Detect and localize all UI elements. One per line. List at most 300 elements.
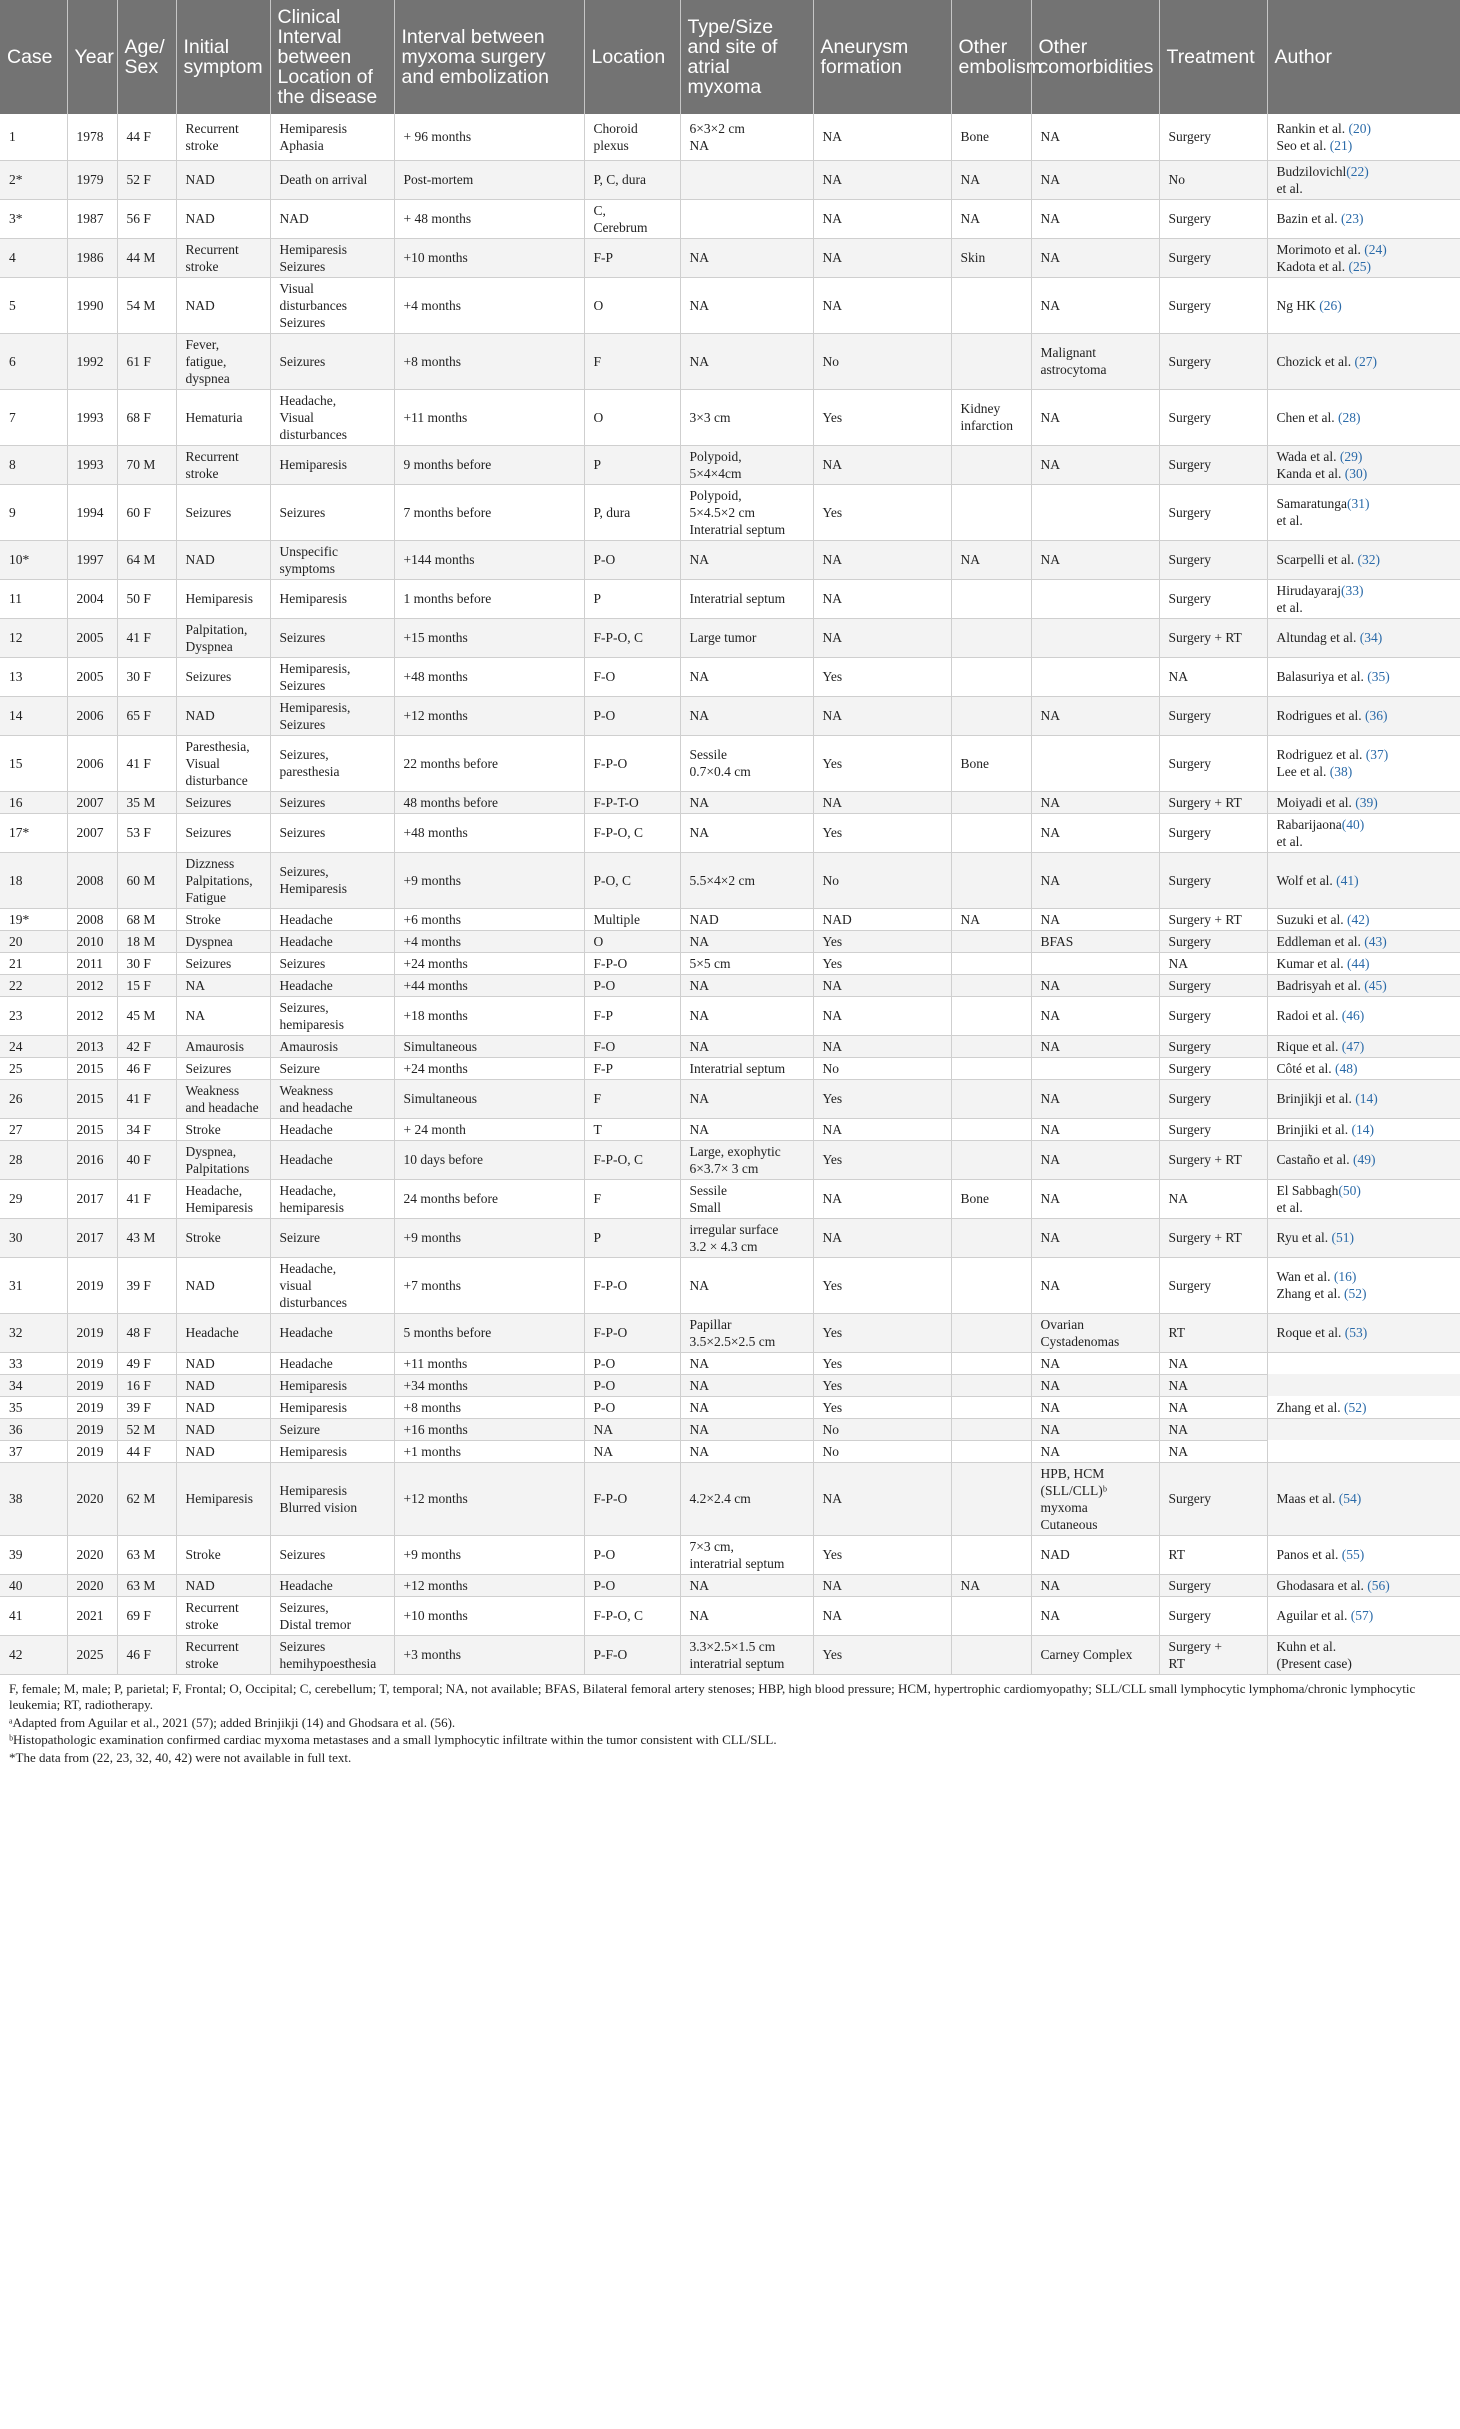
cell-clinical-interval: Seizures, Distal tremor bbox=[270, 1596, 394, 1635]
cell-aneurysm: NA bbox=[813, 1596, 951, 1635]
cell-initial-symptom: NAD bbox=[176, 1574, 270, 1596]
cell-other-embolism: NA bbox=[951, 160, 1031, 199]
cell-age-sex: 30 F bbox=[117, 952, 176, 974]
cell-treatment: Surgery + RT bbox=[1159, 1635, 1267, 1674]
reference-link[interactable]: (37) bbox=[1365, 747, 1389, 762]
cell-type-size: NA bbox=[680, 974, 813, 996]
cell-interval: +11 months bbox=[394, 1352, 584, 1374]
cell-author: Chozick et al. (27) bbox=[1267, 333, 1460, 389]
table-row bbox=[0, 333, 1460, 389]
cell-other-embolism bbox=[951, 657, 1031, 696]
cell-comorbidities: Malignant astrocytoma bbox=[1031, 333, 1159, 389]
cell-aneurysm: NA bbox=[813, 1179, 951, 1218]
cell-author: Rankin et al. (20) Seo et al. (21) bbox=[1267, 114, 1460, 160]
cell-other-embolism bbox=[951, 1440, 1031, 1462]
cell-initial-symptom: NA bbox=[176, 996, 270, 1035]
reference-link[interactable]: (16) bbox=[1333, 1269, 1357, 1284]
cell-year: 1993 bbox=[67, 445, 117, 484]
reference-link[interactable]: (51) bbox=[1331, 1230, 1354, 1245]
cell-aneurysm: Yes bbox=[813, 1140, 951, 1179]
cell-other-embolism bbox=[951, 1535, 1031, 1574]
cell-interval: +7 months bbox=[394, 1257, 584, 1313]
cell-aneurysm: Yes bbox=[813, 1313, 951, 1352]
cell-author: Hirudayaraj(33) et al. bbox=[1267, 579, 1460, 618]
cell-age-sex: 52 M bbox=[117, 1418, 176, 1440]
cell-initial-symptom: Stroke bbox=[176, 908, 270, 930]
cell-comorbidities bbox=[1031, 618, 1159, 657]
reference-link[interactable]: (42) bbox=[1347, 911, 1370, 927]
cell-year: 2019 bbox=[67, 1374, 117, 1396]
cell-age-sex: 46 F bbox=[117, 1057, 176, 1079]
cell-author: Morimoto et al. (24) Kadota et al. (25) bbox=[1267, 238, 1460, 277]
cell-aneurysm: Yes bbox=[813, 813, 951, 852]
cell-location: F-P-O bbox=[584, 1313, 680, 1352]
cell-clinical-interval: Unspecific symptoms bbox=[270, 540, 394, 579]
cell-age-sex: 61 F bbox=[117, 333, 176, 389]
table-row bbox=[0, 1396, 1460, 1418]
cell-year: 2019 bbox=[67, 1440, 117, 1462]
cell-location: O bbox=[584, 277, 680, 333]
cell-clinical-interval: Seizures bbox=[270, 791, 394, 813]
cell-aneurysm: NA bbox=[813, 996, 951, 1035]
cell-clinical-interval: Headache, visual disturbances bbox=[270, 1257, 394, 1313]
cell-year: 1997 bbox=[67, 540, 117, 579]
cell-age-sex: 41 F bbox=[117, 1079, 176, 1118]
reference-link[interactable]: (26) bbox=[1319, 297, 1342, 313]
cell-treatment: Surgery bbox=[1159, 389, 1267, 445]
cell-case: 10* bbox=[0, 540, 67, 579]
reference-link[interactable]: (14) bbox=[1355, 1091, 1378, 1106]
table-row bbox=[0, 813, 1460, 852]
cell-author bbox=[1267, 1418, 1460, 1440]
cell-initial-symptom: NAD bbox=[176, 277, 270, 333]
cell-type-size: irregular surface 3.2 × 4.3 cm bbox=[680, 1218, 813, 1257]
cell-location: F-P-O bbox=[584, 1257, 680, 1313]
cell-case: 41 bbox=[0, 1596, 67, 1635]
cell-other-embolism bbox=[951, 579, 1031, 618]
cell-year: 2005 bbox=[67, 657, 117, 696]
cell-treatment: Surgery + RT bbox=[1159, 791, 1267, 813]
cell-case: 19* bbox=[0, 908, 67, 930]
cell-initial-symptom: Headache bbox=[176, 1313, 270, 1352]
cell-interval: + 96 months bbox=[394, 114, 584, 160]
reference-link[interactable]: (30) bbox=[1344, 465, 1368, 481]
cell-year: 2008 bbox=[67, 908, 117, 930]
cell-treatment: RT bbox=[1159, 1535, 1267, 1574]
cell-age-sex: 68 M bbox=[117, 908, 176, 930]
cell-year: 2017 bbox=[67, 1218, 117, 1257]
footnote-star: *The data from (22, 23, 32, 40, 42) were not available in full text. bbox=[9, 1749, 352, 1765]
cell-case: 31 bbox=[0, 1257, 67, 1313]
cell-clinical-interval: Hemiparesis Blurred vision bbox=[270, 1462, 394, 1535]
reference-link[interactable]: (21) bbox=[1329, 137, 1353, 153]
cell-age-sex: 70 M bbox=[117, 445, 176, 484]
cell-interval: +24 months bbox=[394, 952, 584, 974]
cell-treatment: NA bbox=[1159, 1440, 1267, 1462]
cell-clinical-interval: Seizures bbox=[270, 952, 394, 974]
cell-type-size: NA bbox=[680, 1440, 813, 1462]
cell-case: 40 bbox=[0, 1574, 67, 1596]
reference-link[interactable]: (57) bbox=[1350, 1608, 1374, 1623]
reference-link[interactable]: (40) bbox=[1341, 816, 1365, 832]
cell-location: F-P-T-O bbox=[584, 791, 680, 813]
cell-location: F-O bbox=[584, 657, 680, 696]
cell-type-size: 5×5 cm bbox=[680, 952, 813, 974]
cell-comorbidities: NA bbox=[1031, 813, 1159, 852]
cell-treatment: Surgery bbox=[1159, 930, 1267, 952]
reference-link[interactable]: (32) bbox=[1357, 552, 1380, 567]
cell-comorbidities: NA bbox=[1031, 199, 1159, 238]
cell-location: P-O bbox=[584, 1374, 680, 1396]
cell-comorbidities: NA bbox=[1031, 996, 1159, 1035]
cell-year: 2020 bbox=[67, 1535, 117, 1574]
table-row bbox=[0, 1374, 1460, 1396]
cell-treatment: Surgery bbox=[1159, 1462, 1267, 1535]
cell-age-sex: 52 F bbox=[117, 160, 176, 199]
cell-other-embolism bbox=[951, 445, 1031, 484]
cell-age-sex: 60 F bbox=[117, 484, 176, 540]
cell-author: Castaño et al. (49) bbox=[1267, 1140, 1460, 1179]
cell-year: 2019 bbox=[67, 1313, 117, 1352]
cell-aneurysm: NA bbox=[813, 445, 951, 484]
cell-treatment: Surgery + RT bbox=[1159, 908, 1267, 930]
footnote-abbreviations: F, female; M, male; P, parietal; F, Frontal; O, Occipital; C, cerebellum; T, temporal; NA, not available; BFAS, Bilateral femoral artery stenoses; HBP, high blood pressure; HCM, hypertrophic cardiomyopathy; SLL/CLL small lymphocytic lymphoma/chronic lymphocytic leukemia; RT, radiotherapy. bbox=[9, 1680, 1416, 1712]
header-initial-symptom: Initial symptom bbox=[176, 0, 270, 114]
cell-year: 2015 bbox=[67, 1079, 117, 1118]
cell-treatment: Surgery bbox=[1159, 540, 1267, 579]
cell-interval: +8 months bbox=[394, 333, 584, 389]
reference-link[interactable]: (54) bbox=[1338, 1491, 1362, 1506]
reference-link[interactable]: (44) bbox=[1346, 955, 1370, 971]
cell-comorbidities: BFAS bbox=[1031, 930, 1159, 952]
reference-link[interactable]: (52) bbox=[1343, 1286, 1367, 1301]
cell-year: 1979 bbox=[67, 160, 117, 199]
cell-age-sex: 64 M bbox=[117, 540, 176, 579]
cell-author: Ghodasara et al. (56) bbox=[1267, 1574, 1460, 1596]
cell-case: 29 bbox=[0, 1179, 67, 1218]
cell-case: 24 bbox=[0, 1035, 67, 1057]
cell-comorbidities bbox=[1031, 484, 1159, 540]
cell-author bbox=[1267, 1374, 1460, 1396]
cell-case: 32 bbox=[0, 1313, 67, 1352]
cell-other-embolism bbox=[951, 1313, 1031, 1352]
cell-author: Brinjikji et al. (14) bbox=[1267, 1079, 1460, 1118]
cell-age-sex: 65 F bbox=[117, 696, 176, 735]
cell-other-embolism bbox=[951, 484, 1031, 540]
cell-location: P bbox=[584, 1218, 680, 1257]
cell-interval: + 24 month bbox=[394, 1118, 584, 1140]
cell-treatment: Surgery bbox=[1159, 114, 1267, 160]
cell-initial-symptom: Paresthesia, Visual disturbance bbox=[176, 735, 270, 791]
cell-age-sex: 60 M bbox=[117, 852, 176, 908]
cell-treatment: Surgery bbox=[1159, 1596, 1267, 1635]
cell-other-embolism bbox=[951, 1374, 1031, 1396]
cell-aneurysm: NAD bbox=[813, 908, 951, 930]
cell-treatment: NA bbox=[1159, 1374, 1267, 1396]
reference-link[interactable]: (55) bbox=[1341, 1547, 1365, 1562]
cell-comorbidities: NA bbox=[1031, 445, 1159, 484]
cell-treatment: NA bbox=[1159, 952, 1267, 974]
cell-comorbidities: NA bbox=[1031, 540, 1159, 579]
cell-initial-symptom: NAD bbox=[176, 1352, 270, 1374]
cell-initial-symptom: Recurrent stroke bbox=[176, 114, 270, 160]
reference-link[interactable]: (14) bbox=[1351, 1121, 1374, 1137]
cell-initial-symptom: Dyspnea bbox=[176, 930, 270, 952]
cell-comorbidities: NA bbox=[1031, 1118, 1159, 1140]
cell-year: 2025 bbox=[67, 1635, 117, 1674]
cell-type-size: 6×3×2 cm NA bbox=[680, 114, 813, 160]
cell-year: 1990 bbox=[67, 277, 117, 333]
cell-clinical-interval: Headache, hemiparesis bbox=[270, 1179, 394, 1218]
cell-aneurysm: NA bbox=[813, 238, 951, 277]
cell-case: 23 bbox=[0, 996, 67, 1035]
cell-comorbidities: NA bbox=[1031, 277, 1159, 333]
cell-aneurysm: Yes bbox=[813, 657, 951, 696]
cell-location: P-O bbox=[584, 1396, 680, 1418]
reference-link[interactable]: (25) bbox=[1348, 258, 1371, 274]
cell-age-sex: 63 M bbox=[117, 1574, 176, 1596]
cell-initial-symptom: Seizures bbox=[176, 791, 270, 813]
cell-treatment: Surgery bbox=[1159, 1035, 1267, 1057]
table-row bbox=[0, 1079, 1460, 1118]
cell-treatment: NA bbox=[1159, 1179, 1267, 1218]
reference-link[interactable]: (35) bbox=[1367, 669, 1390, 684]
cell-type-size: Polypoid, 5×4.5×2 cm Interatrial septum bbox=[680, 484, 813, 540]
table-row bbox=[0, 1535, 1460, 1574]
cell-interval: +11 months bbox=[394, 389, 584, 445]
cell-age-sex: 68 F bbox=[117, 389, 176, 445]
table-row bbox=[0, 1257, 1460, 1313]
cell-treatment: Surgery + RT bbox=[1159, 1140, 1267, 1179]
cell-age-sex: 53 F bbox=[117, 813, 176, 852]
cell-clinical-interval: NAD bbox=[270, 199, 394, 238]
reference-link[interactable]: (23) bbox=[1340, 211, 1364, 226]
cell-age-sex: 44 F bbox=[117, 114, 176, 160]
cell-interval: +48 months bbox=[394, 657, 584, 696]
cell-treatment: RT bbox=[1159, 1313, 1267, 1352]
cell-author: Rabarijaona(40) et al. bbox=[1267, 813, 1460, 852]
cell-age-sex: 30 F bbox=[117, 657, 176, 696]
reference-link[interactable]: (38) bbox=[1329, 764, 1353, 779]
reference-link[interactable]: (41) bbox=[1336, 872, 1359, 888]
cell-year: 2020 bbox=[67, 1462, 117, 1535]
cell-initial-symptom: NA bbox=[176, 974, 270, 996]
cell-comorbidities: NA bbox=[1031, 1079, 1159, 1118]
cell-age-sex: 54 M bbox=[117, 277, 176, 333]
cell-case: 14 bbox=[0, 696, 67, 735]
cell-aneurysm: No bbox=[813, 1057, 951, 1079]
cell-location: P, C, dura bbox=[584, 160, 680, 199]
reference-link[interactable]: (56) bbox=[1367, 1577, 1390, 1593]
cell-location: F bbox=[584, 333, 680, 389]
reference-link[interactable]: (22) bbox=[1346, 163, 1369, 179]
cell-type-size: NA bbox=[680, 1374, 813, 1396]
reference-link[interactable]: (48) bbox=[1334, 1060, 1358, 1076]
cell-interval: +9 months bbox=[394, 1218, 584, 1257]
reference-link[interactable]: (53) bbox=[1344, 1325, 1368, 1340]
cell-treatment: Surgery bbox=[1159, 277, 1267, 333]
table-row bbox=[0, 114, 1460, 160]
table-row bbox=[0, 1635, 1460, 1674]
cell-case: 26 bbox=[0, 1079, 67, 1118]
cell-type-size: 7×3 cm, interatrial septum bbox=[680, 1535, 813, 1574]
reference-link[interactable]: (45) bbox=[1364, 977, 1387, 993]
cell-type-size: NA bbox=[680, 540, 813, 579]
cell-interval: +9 months bbox=[394, 1535, 584, 1574]
cell-type-size: NA bbox=[680, 791, 813, 813]
reference-link[interactable]: (29) bbox=[1339, 448, 1363, 464]
reference-link[interactable]: (34) bbox=[1359, 630, 1383, 645]
cell-aneurysm: Yes bbox=[813, 1635, 951, 1674]
cell-age-sex: 41 F bbox=[117, 618, 176, 657]
cell-type-size: Sessile 0.7×0.4 cm bbox=[680, 735, 813, 791]
cell-case: 6 bbox=[0, 333, 67, 389]
cell-interval: +44 months bbox=[394, 974, 584, 996]
cell-year: 2011 bbox=[67, 952, 117, 974]
cell-age-sex: 44 F bbox=[117, 1440, 176, 1462]
cell-case: 9 bbox=[0, 484, 67, 540]
cell-clinical-interval: Hemiparesis bbox=[270, 1440, 394, 1462]
cell-comorbidities bbox=[1031, 657, 1159, 696]
cell-year: 1986 bbox=[67, 238, 117, 277]
cell-interval: 9 months before bbox=[394, 445, 584, 484]
cell-type-size: NA bbox=[680, 1574, 813, 1596]
reference-link[interactable]: (36) bbox=[1364, 708, 1388, 723]
reference-link[interactable]: (50) bbox=[1338, 1182, 1361, 1198]
cell-year: 1994 bbox=[67, 484, 117, 540]
cell-other-embolism: Kidney infarction bbox=[951, 389, 1031, 445]
cell-clinical-interval: Headache bbox=[270, 908, 394, 930]
cell-clinical-interval: Seizures bbox=[270, 484, 394, 540]
cell-case: 36 bbox=[0, 1418, 67, 1440]
cell-author: Wan et al. (16) Zhang et al. (52) bbox=[1267, 1257, 1460, 1313]
cell-clinical-interval: Headache bbox=[270, 1313, 394, 1352]
reference-link[interactable]: (31) bbox=[1346, 496, 1370, 511]
cell-aneurysm: NA bbox=[813, 579, 951, 618]
cell-other-embolism bbox=[951, 1118, 1031, 1140]
cell-other-embolism: NA bbox=[951, 540, 1031, 579]
cell-comorbidities: NA bbox=[1031, 1257, 1159, 1313]
cell-comorbidities: NA bbox=[1031, 389, 1159, 445]
table-body bbox=[0, 114, 1460, 1674]
cell-aneurysm: Yes bbox=[813, 1535, 951, 1574]
cell-interval: 10 days before bbox=[394, 1140, 584, 1179]
cell-other-embolism bbox=[951, 1596, 1031, 1635]
cell-comorbidities: NA bbox=[1031, 114, 1159, 160]
reference-link[interactable]: (43) bbox=[1364, 933, 1387, 949]
cell-treatment: Surgery bbox=[1159, 696, 1267, 735]
cell-case: 16 bbox=[0, 791, 67, 813]
table-row bbox=[0, 1140, 1460, 1179]
cell-year: 2019 bbox=[67, 1418, 117, 1440]
cell-clinical-interval: Headache bbox=[270, 1352, 394, 1374]
cell-location: P-O bbox=[584, 974, 680, 996]
table-row bbox=[0, 540, 1460, 579]
reference-link[interactable]: (49) bbox=[1352, 1152, 1376, 1167]
cell-other-embolism bbox=[951, 1079, 1031, 1118]
cell-aneurysm: NA bbox=[813, 199, 951, 238]
cell-initial-symptom: NAD bbox=[176, 540, 270, 579]
cell-author: Rique et al. (47) bbox=[1267, 1035, 1460, 1057]
cell-type-size: NA bbox=[680, 1035, 813, 1057]
cell-location: F-O bbox=[584, 1035, 680, 1057]
cell-location: P-F-O bbox=[584, 1635, 680, 1674]
cell-other-embolism: Bone bbox=[951, 114, 1031, 160]
reference-link[interactable]: (20) bbox=[1348, 120, 1371, 136]
cell-interval: +10 months bbox=[394, 238, 584, 277]
cell-clinical-interval: Headache bbox=[270, 1118, 394, 1140]
cell-other-embolism: Skin bbox=[951, 238, 1031, 277]
cell-treatment: Surgery bbox=[1159, 199, 1267, 238]
table-row bbox=[0, 908, 1460, 930]
cell-aneurysm: Yes bbox=[813, 389, 951, 445]
cell-author: Brinjiki et al. (14) bbox=[1267, 1118, 1460, 1140]
header-case: Case bbox=[0, 0, 67, 114]
cell-aneurysm: NA bbox=[813, 1035, 951, 1057]
cell-case: 28 bbox=[0, 1140, 67, 1179]
cell-location: P bbox=[584, 445, 680, 484]
cell-initial-symptom: NAD bbox=[176, 1396, 270, 1418]
table-row bbox=[0, 579, 1460, 618]
cell-aneurysm: Yes bbox=[813, 1374, 951, 1396]
cell-aneurysm: NA bbox=[813, 114, 951, 160]
cell-year: 2012 bbox=[67, 996, 117, 1035]
cell-initial-symptom: Recurrent stroke bbox=[176, 1635, 270, 1674]
table-row bbox=[0, 657, 1460, 696]
cell-year: 2008 bbox=[67, 852, 117, 908]
cell-location: F-P-O, C bbox=[584, 813, 680, 852]
reference-link[interactable]: (28) bbox=[1337, 409, 1361, 425]
cell-comorbidities: NA bbox=[1031, 1396, 1159, 1418]
cell-location: O bbox=[584, 389, 680, 445]
cell-type-size: NA bbox=[680, 1079, 813, 1118]
cell-comorbidities: NA bbox=[1031, 908, 1159, 930]
cell-treatment: Surgery bbox=[1159, 813, 1267, 852]
reference-link[interactable]: (46) bbox=[1341, 1008, 1365, 1023]
cell-initial-symptom: Seizures bbox=[176, 952, 270, 974]
cell-other-embolism bbox=[951, 1418, 1031, 1440]
cell-type-size: NA bbox=[680, 1418, 813, 1440]
cell-clinical-interval: Seizures hemihypoesthesia bbox=[270, 1635, 394, 1674]
reference-link[interactable]: (52) bbox=[1343, 1399, 1367, 1415]
cell-initial-symptom: Fever, fatigue, dyspnea bbox=[176, 333, 270, 389]
cell-age-sex: 41 F bbox=[117, 735, 176, 791]
cell-author: Panos et al. (55) bbox=[1267, 1535, 1460, 1574]
cell-clinical-interval: Hemiparesis, Seizures bbox=[270, 696, 394, 735]
cell-treatment: NA bbox=[1159, 657, 1267, 696]
cell-year: 2019 bbox=[67, 1257, 117, 1313]
cell-other-embolism bbox=[951, 1462, 1031, 1535]
cell-age-sex: 15 F bbox=[117, 974, 176, 996]
cell-aneurysm: NA bbox=[813, 618, 951, 657]
cell-initial-symptom: Stroke bbox=[176, 1535, 270, 1574]
cell-location: P-O bbox=[584, 1352, 680, 1374]
cell-location: F bbox=[584, 1179, 680, 1218]
cell-author: Moiyadi et al. (39) bbox=[1267, 791, 1460, 813]
cell-initial-symptom: NAD bbox=[176, 1440, 270, 1462]
header-type-size-site: Type/Size and site of atrial myxoma bbox=[680, 0, 813, 114]
cell-aneurysm: NA bbox=[813, 1118, 951, 1140]
cell-author: Budzilovichl(22) et al. bbox=[1267, 160, 1460, 199]
cell-age-sex: 42 F bbox=[117, 1035, 176, 1057]
reference-link[interactable]: (39) bbox=[1355, 794, 1378, 810]
cell-author: Rodrigues et al. (36) bbox=[1267, 696, 1460, 735]
reference-link[interactable]: (47) bbox=[1341, 1038, 1365, 1054]
reference-link[interactable]: (33) bbox=[1340, 582, 1364, 598]
cell-interval: +144 months bbox=[394, 540, 584, 579]
reference-link[interactable]: (24) bbox=[1364, 241, 1387, 257]
reference-link[interactable]: (27) bbox=[1354, 353, 1377, 369]
